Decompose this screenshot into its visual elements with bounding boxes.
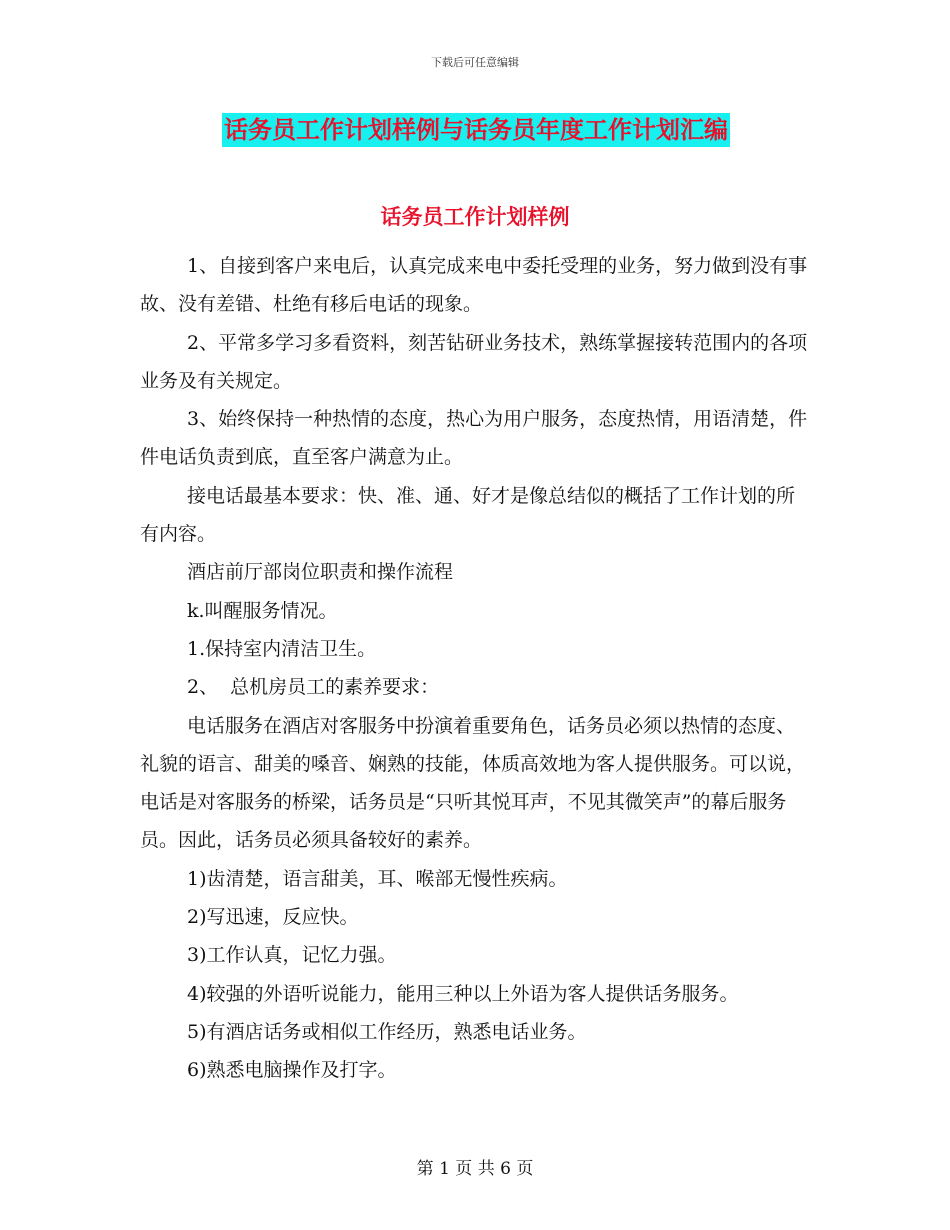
paragraph-basic-requirements: 接电话最基本要求：快、准、通、好才是像总结似的概括了工作计划的所有内容。 [140,484,796,546]
list-item-3: 3)工作认真，记忆力强。 [187,944,397,967]
paragraph-cleaning: 1.保持室内清洁卫生。 [187,637,377,660]
paragraph-wakeup: k.叫醒服务情况。 [187,599,338,622]
paragraph-phone-service: 电话服务在酒店对客服务中扮演着重要角色，话务员必须以热情的态度、礼貌的语言、甜美的嗓音、娴熟的技能，体质高效地为客人提供服务。可以说，电话是对客服务的桥梁，话务员是“只听其悦耳声，不见其微笑声”的幕后服务员。因此，话务员必须具备较好的素养。 [140,714,806,852]
section-title: 话务员工作计划样例 [380,205,570,229]
paragraph-1: 1、自接到客户来电后，认真完成来电中委托受理的业务，努力做到没有事故、没有差错、杜绝有移后电话的现象。 [140,255,808,316]
list-item-1: 1)齿清楚，语言甜美，耳、喉部无慢性疾病。 [187,867,568,890]
list-item-6: 6)熟悉电脑操作及打字。 [187,1059,397,1082]
header-note: 下载后可任意编辑 [431,56,519,69]
paragraph-2: 2、平常多学习多看资料，刻苦钻研业务技术，熟练掌握接转范围内的各项业务及有关规定。 [140,331,808,392]
page-footer: 第 1 页 共 6 页 [416,1159,534,1179]
document-body [140,247,808,1090]
paragraph-3: 3、始终保持一种热情的态度，热心为用户服务，态度热情，用语清楚，件件电话负责到底，直至客户满意为止。 [140,408,808,469]
paragraph-staff-requirements: 2、 总机房员工的素养要求： [187,676,440,699]
list-item-2: 2)写迅速，反应快。 [187,906,359,929]
document-title: 话务员工作计划样例与话务员年度工作计划汇编 [222,113,730,147]
list-item-4: 4)较强的外语听说能力，能用三种以上外语为客人提供话务服务。 [187,982,739,1005]
list-item-5: 5)有酒店话务或相似工作经历，熟悉电话业务。 [187,1020,587,1043]
paragraph-hotel-duties: 酒店前厅部岗位职责和操作流程 [187,561,454,584]
